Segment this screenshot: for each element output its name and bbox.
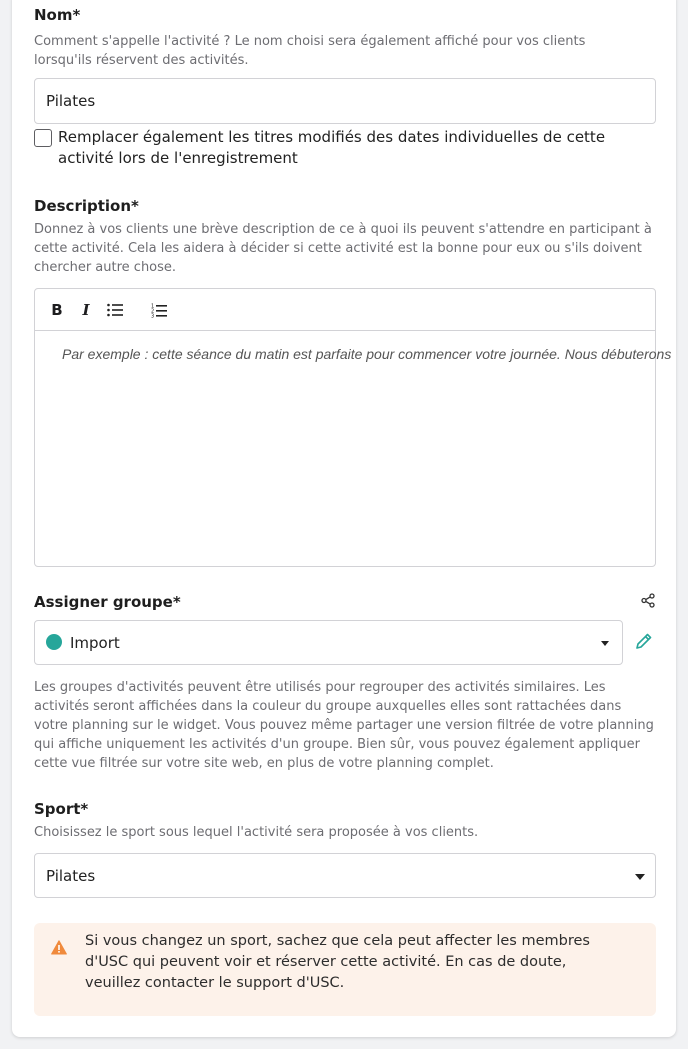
italic-button[interactable]: I (82, 301, 90, 319)
edit-group-button[interactable] (635, 632, 653, 654)
editor-toolbar (35, 289, 655, 331)
numbered-list-icon (151, 303, 167, 318)
replace-titles-checkbox[interactable] (34, 129, 52, 147)
replace-titles-label: Remplacer également les titres modifiés des dates individuelles de cette activité lors de l'enregistrement (58, 128, 606, 167)
name-input[interactable] (34, 78, 656, 124)
group-select[interactable] (34, 620, 623, 665)
sport-change-warning (34, 923, 656, 1016)
group-help-text: Les groupes d'activités peuvent être utilisés pour regrouper des activités similaires. Les activités seront affichées dans la couleur du groupe auxquelles elles sont rattachées dans votre planning sur le widget. Vous pouvez même partager une version filtrée de votre planning qui affiche uniquement les activités d'un groupe. Bien sûr, vous pouvez également appliquer cette vue filtrée sur votre site web, en plus de votre planning complet. (34, 680, 654, 771)
share-icon (641, 593, 655, 608)
group-color-dot (46, 634, 62, 650)
group-label: Assigner groupe* (34, 593, 181, 611)
chevron-down-icon (601, 641, 609, 646)
bold-button[interactable]: B (51, 301, 63, 319)
sport-help-text: Choisissez le sport sous lequel l'activité sera proposée à vos clients. (34, 825, 479, 840)
numbered-list-button[interactable] (148, 299, 170, 321)
bullet-list-icon (107, 303, 123, 317)
sport-select[interactable] (34, 853, 656, 898)
name-input-value: Pilates (46, 92, 96, 110)
chevron-down-icon (635, 874, 645, 880)
description-placeholder[interactable]: Par exemple : cette séance du matin est parfaite pour commencer votre journée. Nous débuterons (62, 346, 672, 362)
sport-label: Sport* (34, 800, 89, 818)
name-help-text: Comment s'appelle l'activité ? Le nom choisi sera également affiché pour vos clients lorsqu'ils réservent des activités. (34, 34, 586, 68)
warning-icon-wrapper (51, 940, 67, 959)
svg-text:2: 2 (151, 308, 155, 314)
activity-form-card (12, 0, 676, 1037)
sport-selected-value: Pilates (46, 867, 96, 885)
name-label: Nom* (34, 6, 81, 24)
warning-icon (51, 940, 67, 955)
warning-text: Si vous changez un sport, sachez que cela peut affecter les membres d'USC qui peuvent voir et réserver cette activité. En cas de doute, veuillez contacter le support d'USC. (85, 933, 590, 991)
bullet-list-button[interactable] (104, 299, 126, 321)
svg-text:3: 3 (151, 313, 155, 318)
pencil-icon (635, 632, 653, 650)
description-editor (34, 288, 672, 567)
description-label: Description* (34, 197, 139, 215)
svg-text:1: 1 (151, 303, 155, 309)
group-selected-value: Import (70, 634, 120, 652)
description-help-text: Donnez à vos clients une brève description de ce à quoi ils peuvent s'attendre en participant à cette activité. Cela les aidera à décider si cette activité est la bonne pour eux ou s'ils doivent chercher autre chose. (34, 222, 652, 275)
share-button[interactable] (641, 593, 655, 612)
